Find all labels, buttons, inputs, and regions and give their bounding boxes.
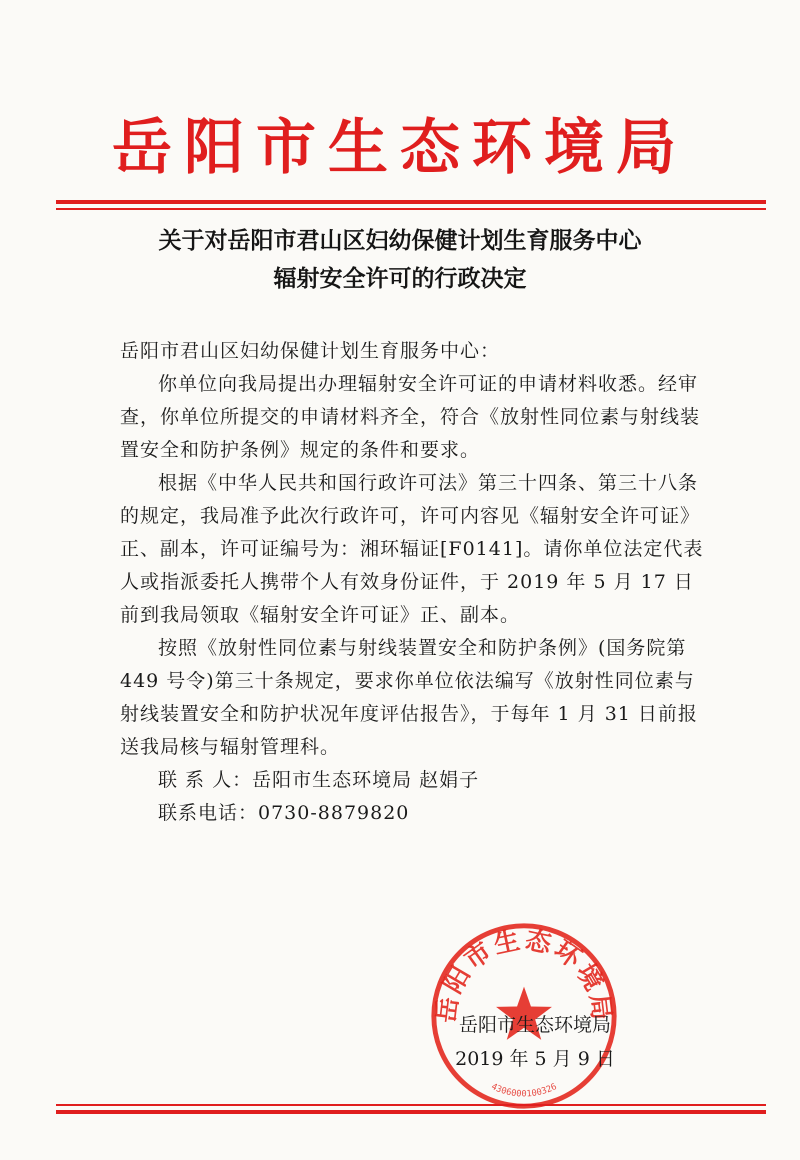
seal-serial: 4306000100326 <box>489 1081 559 1100</box>
paragraph-2: 根据《中华人民共和国行政许可法》第三十四条、第三十八条的规定，我局准予此次行政许可，许可内容见《辐射安全许可证》正、副本，许可证编号为：湘环辐证[F0141]。请你单位法定代表人或指派委托人携带个人有效身份证件，于 2019 年 5 月 17 日前到我局领取《辐射安全许可证》正、副本。 <box>120 472 704 626</box>
seal-text: 岳阳市生态环境局 <box>431 925 617 1025</box>
paragraph-3: 按照《放射性同位素与射线装置安全和防护条例》(国务院第 449 号令)第三十条规定，要求你单位依法编写《放射性同位素与射线装置安全和防护状况年度评估报告》，于每年 1 月 31 日前报送我局核与辐射管理科。 <box>120 637 698 758</box>
footer-divider <box>56 1104 766 1114</box>
contact-person: 联 系 人：岳阳市生态环境局 赵娟子 <box>158 769 480 791</box>
addressee: 岳阳市君山区妇幼保健计划生育服务中心： <box>120 340 501 362</box>
header-divider <box>56 200 766 210</box>
document-title-line2: 辐射安全许可的行政决定 <box>273 266 527 292</box>
svg-text:4306000100326 <box>489 1082 558 1100</box>
signature-date: 2019 年 5 月 9 日 <box>455 1048 615 1070</box>
document-title-line1: 关于对岳阳市君山区妇幼保健计划生育服务中心 <box>158 228 642 254</box>
paragraph-1: 你单位向我局提出办理辐射安全许可证的申请材料收悉。经审查，你单位所提交的申请材料齐全，符合《放射性同位素与射线装置安全和防护条例》规定的条件和要求。 <box>120 373 701 461</box>
document-body <box>120 335 705 830</box>
signature-org: 岳阳市生态环境局 <box>458 1014 611 1036</box>
agency-header: 岳阳市生态环境局 <box>112 113 688 183</box>
signature-block <box>405 1008 665 1076</box>
contact-phone: 联系电话：0730-8879820 <box>158 802 410 824</box>
